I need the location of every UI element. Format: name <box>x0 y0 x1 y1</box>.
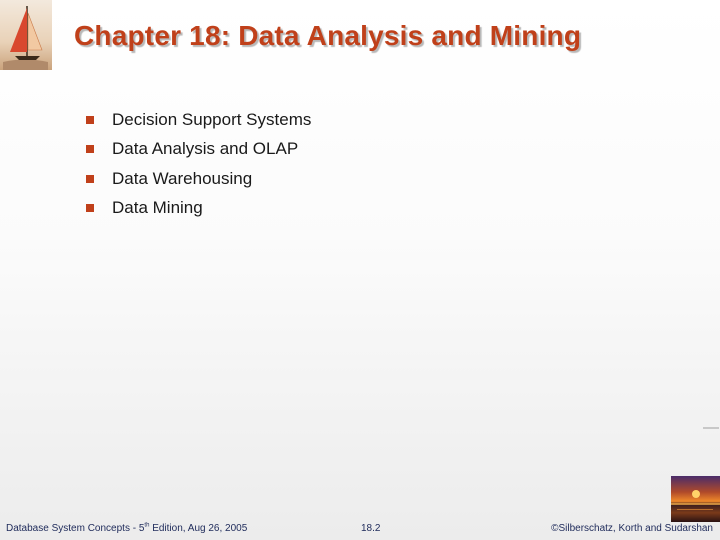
decorative-dash <box>703 427 719 429</box>
slide-title: Chapter 18: Data Analysis and Mining <box>74 20 582 51</box>
bullet-item <box>86 194 311 224</box>
bullet-text: Data Warehousing <box>112 168 253 188</box>
square-bullet-icon <box>86 116 94 124</box>
bullet-text: Data Analysis and OLAP <box>112 139 299 159</box>
bullet-item <box>86 164 311 194</box>
footer-copyright: ©Silberschatz, Korth and Sudarshan <box>551 523 713 534</box>
square-bullet-icon <box>86 204 94 212</box>
bullet-item <box>86 105 311 135</box>
bullet-list <box>86 105 311 223</box>
square-bullet-icon <box>86 175 94 183</box>
square-bullet-icon <box>86 145 94 153</box>
footer-book-edition <box>6 523 247 534</box>
bullet-item <box>86 135 311 165</box>
sailboat-logo-icon <box>0 0 52 70</box>
sunset-image-icon <box>671 476 720 522</box>
footer-edition-superscript: th <box>144 522 150 529</box>
bullet-text: Decision Support Systems <box>112 109 312 129</box>
bullet-text: Data Mining <box>112 198 203 218</box>
footer-edition-prefix: Database System Concepts - 5 <box>6 523 145 534</box>
footer-page-number: 18.2 <box>361 523 381 534</box>
footer-edition-suffix: Edition, Aug 26, 2005 <box>149 523 248 534</box>
